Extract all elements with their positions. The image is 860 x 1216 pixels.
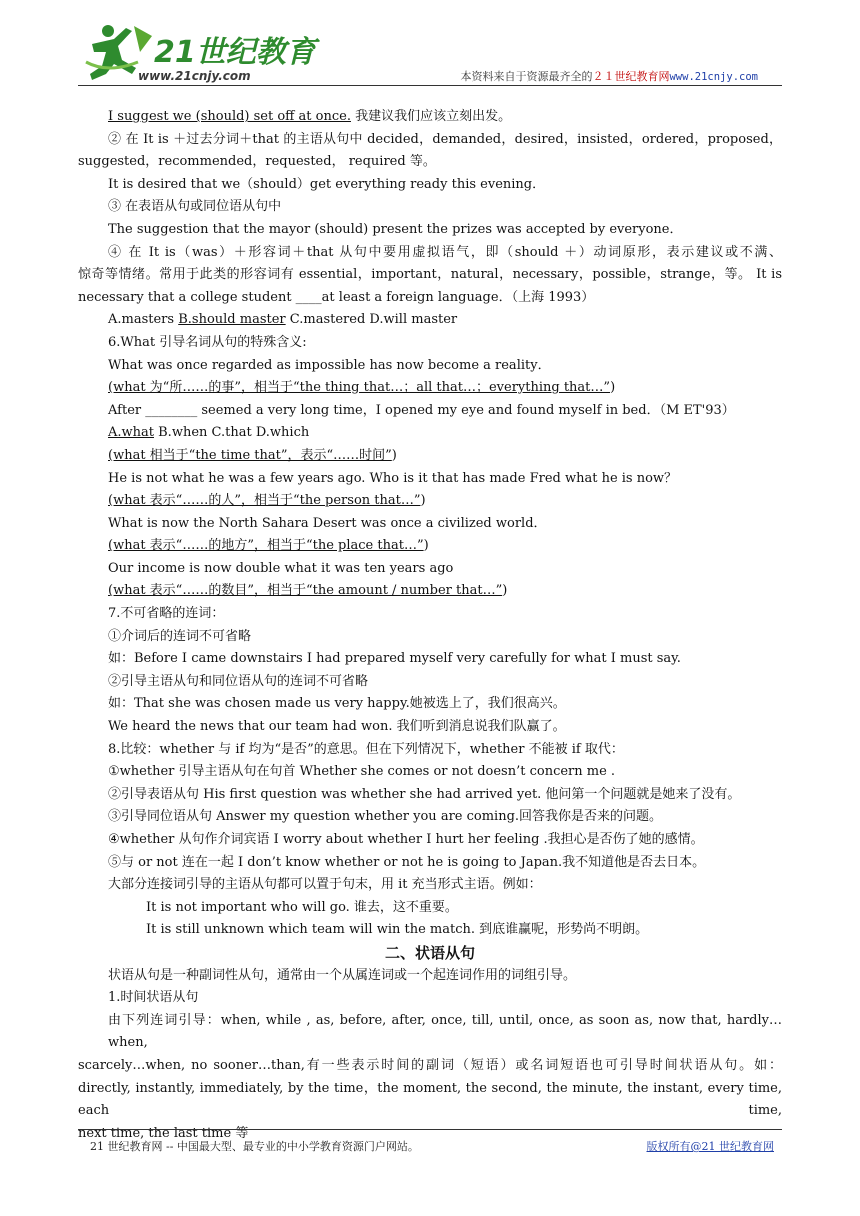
- text-line: [78, 919, 782, 942]
- text-span: next time, the last time 等: [78, 1125, 249, 1141]
- text-span: 状语从句是一种副词性从句，通常由一个从属连词或一个起连词作用的词组引导。: [108, 967, 577, 983]
- header-source-note: [460, 68, 758, 84]
- text-line: [78, 784, 782, 807]
- text-line: [78, 151, 782, 174]
- text-span: It is still unknown which team will win the match. 到底谁赢呢，形势尚不明朗。: [146, 922, 649, 938]
- text-span: 8.比较：whether 与 if 均为“是否”的意思。但在下列情况下，whether 不能被 if 取代：: [108, 741, 624, 757]
- text-line: [78, 513, 782, 536]
- text-line: [78, 874, 782, 897]
- header-source-url[interactable]: www.21cnjy.com: [669, 71, 758, 83]
- text-line: [78, 445, 782, 468]
- text-span: He is not what he was a few years ago. Who is it that has made Fred what he is now？: [108, 470, 678, 486]
- text-line: [78, 829, 782, 852]
- text-span: It is desired that we（should）get everything ready this evening．: [108, 176, 546, 192]
- text-line: [78, 693, 782, 716]
- underlined-text: A.what: [108, 425, 154, 441]
- text-span: What was once regarded as impossible has now become a reality．: [108, 357, 551, 373]
- text-line: [78, 355, 782, 378]
- text-span: directly, instantly, immediately, by the time，the moment, the second, the minute, the instant, every time, each time,: [78, 1080, 782, 1119]
- text-span: ④ 在 It is（was）＋形容词＋that 从句中要用虚拟语气，即（should ＋）动词原形，表示建议或不满、: [108, 244, 782, 260]
- header-divider: [78, 85, 782, 86]
- 21cnjy-logo: [78, 22, 316, 84]
- text-line: [78, 196, 782, 219]
- text-span: ): [423, 538, 429, 554]
- text-line: [78, 332, 782, 355]
- text-line: [78, 377, 782, 400]
- text-span: ②引导表语从句 His first question was whether she had arrived yet. 他问第一个问题就是她来了没有。: [108, 786, 741, 802]
- text-line: [78, 106, 782, 129]
- text-span: ①介词后的连词不可省略: [108, 628, 252, 644]
- text-line: [78, 761, 782, 784]
- text-line: [78, 626, 782, 649]
- text-span: 如：That she was chosen made us very happy.她被选上了，我们很高兴。: [108, 696, 566, 712]
- underlined-text: (what 相当于“the time that”，表示“……时间”: [108, 447, 392, 463]
- text-span: 由下列连词引导：when, while , as, before, after, once, till, until, once, as soon as, now that, hardly…when,: [108, 1012, 782, 1051]
- text-line: [78, 897, 782, 920]
- text-span: ②引导主语从句和同位语从句的连词不可省略: [108, 673, 369, 689]
- text-span: ): [420, 493, 426, 509]
- text-line: [78, 264, 782, 287]
- text-span: 如：Before I came downstairs I had prepared myself very carefully for what I must say.: [108, 651, 681, 667]
- text-line: [78, 1078, 782, 1123]
- text-span: We heard the news that our team had won. 我们听到消息说我们队赢了。: [108, 719, 566, 735]
- text-span: The suggestion that the mayor (should) present the prizes was accepted by everyone．: [108, 221, 683, 237]
- text-span: suggested，recommended，requested， required 等。: [78, 154, 436, 170]
- text-span: ④whether 从句作介词宾语 I worry about whether I hurt her feeling .我担心是否伤了她的感情。: [108, 832, 704, 847]
- text-span: 二、状语从句: [384, 943, 475, 962]
- header-source-site: ２１世纪教育网: [592, 70, 670, 83]
- text-span: A.masters: [108, 312, 179, 328]
- underlined-text: I suggest we (should) set off at once.: [108, 109, 351, 124]
- text-line: [78, 400, 782, 423]
- text-line: [78, 535, 782, 558]
- text-span: ): [610, 380, 616, 396]
- text-line: [78, 716, 782, 739]
- footer-site-description: 21 世纪教育网 -- 中国最大型、最专业的中小学教育资源门户网站。: [90, 1140, 419, 1153]
- section-heading: [78, 942, 782, 965]
- text-span: ): [502, 583, 508, 599]
- text-line: [78, 1010, 782, 1055]
- text-span: 我建议我们应该立刻出发。: [350, 109, 512, 124]
- text-span: ③ 在表语从句或同位语从句中: [108, 199, 282, 215]
- underlined-text: (what 为“所……的事”，相当于“the thing that…；all that…；everything that…”: [108, 380, 611, 396]
- text-line: [78, 987, 782, 1010]
- text-line: [78, 965, 782, 988]
- text-line: [78, 671, 782, 694]
- text-span: C.mastered D.will master: [285, 312, 458, 328]
- text-line: [78, 806, 782, 829]
- text-line: [78, 852, 782, 875]
- text-line: [78, 1055, 782, 1078]
- text-line: [78, 287, 782, 310]
- text-span: 7.不可省略的连词：: [108, 606, 225, 622]
- underlined-text: B.should master: [178, 312, 286, 328]
- text-span: B.when C.that D.which: [154, 425, 310, 441]
- footer-copyright-link[interactable]: 版权所有@21 世纪教育网: [646, 1140, 774, 1153]
- logo-wordmark: 21世纪教育: [154, 35, 316, 70]
- text-span: ② 在 It is ＋过去分词＋that 的主语从句中 decided，demanded，desired，insisted，ordered，proposed，: [108, 131, 782, 147]
- logo-url: www.21cnjy.com: [138, 69, 251, 83]
- text-line: [78, 174, 782, 197]
- underlined-text: (what 表示“……的人”，相当于“the person that…”: [108, 493, 421, 509]
- text-line: [78, 422, 782, 445]
- text-line: [78, 242, 782, 265]
- header-source-prefix: 本资料来自于资源最齐全的: [460, 70, 593, 83]
- text-line: [78, 219, 782, 242]
- text-span: scarcely…when, no sooner…than,有一些表示时间的副词（短语）或名词短语也可引导时间状语从句。如：: [78, 1057, 782, 1073]
- text-span: 惊奇等情绪。常用于此类的形容词有 essential，important，natural，necessary，possible，strange，等。 It is: [78, 267, 782, 283]
- footer-divider: [78, 1129, 782, 1130]
- text-line: [78, 558, 782, 581]
- page-header: [78, 22, 782, 86]
- text-span: ⑤与 or not 连在一起 I don’t know whether or not he is going to Japan.我不知道他是否去日本。: [108, 854, 706, 870]
- text-span: necessary that a college student ____at least a foreign language．（上海 1993）: [78, 289, 595, 305]
- text-span: ①whether 引导主语从句在句首 Whether she comes or not doesn’t concern me .: [108, 764, 616, 780]
- text-line: [78, 490, 782, 513]
- text-line: [78, 309, 782, 332]
- text-line: [78, 648, 782, 671]
- text-span: 1.时间状语从句: [108, 990, 199, 1006]
- text-span: ③引导同位语从句 Answer my question whether you are coming.回答我你是否来的问题。: [108, 809, 663, 825]
- text-line: [78, 739, 782, 762]
- text-span: After ________ seemed a very long time，I opened my eye and found myself in bed．（M ET'93）: [108, 402, 735, 418]
- text-span: 大部分连接词引导的主语从句都可以置于句末，用 it 充当形式主语。例如：: [108, 877, 542, 893]
- document-body: [78, 106, 782, 1145]
- text-line: [78, 468, 782, 491]
- text-span: 6.What 引导名词从句的特殊含义:: [108, 334, 307, 350]
- text-span: It is not important who will go. 谁去，这不重要。: [146, 899, 458, 915]
- text-line: [78, 603, 782, 626]
- underlined-text: (what 表示“……的地方”，相当于“the place that…”: [108, 538, 424, 554]
- text-line: [78, 580, 782, 603]
- text-span: Our income is now double what it was ten years ago: [108, 560, 454, 576]
- text-line: [78, 129, 782, 152]
- text-span: ): [391, 447, 397, 463]
- underlined-text: (what 表示“……的数目”，相当于“the amount / number that…”: [108, 583, 503, 599]
- text-span: What is now the North Sahara Desert was once a civilized world．: [108, 515, 547, 531]
